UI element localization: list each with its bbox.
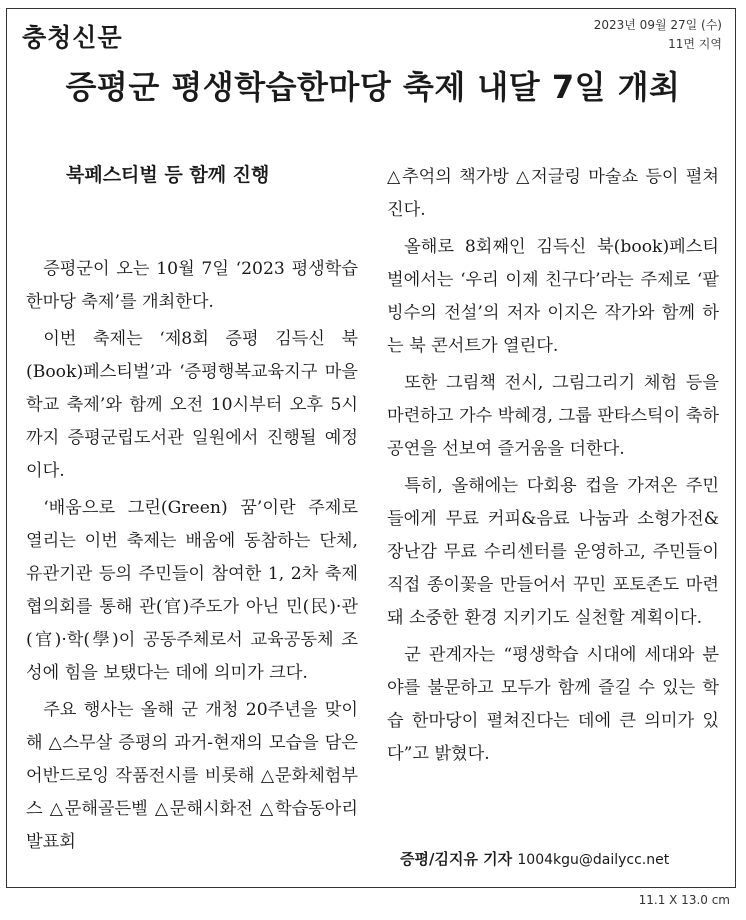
- paragraph: 특히, 올해에는 다회용 컵을 가져온 주민들에게 무료 커피&음료 나눔과 소형가전&장난감 무료 수리센터를 운영하고, 주민들이 직접 종이꽃을 만들어서 꾸민 포토존도 마련돼 소중한 환경 지키기도 실천할 계획이다.: [387, 476, 719, 628]
- article-column-left: [26, 253, 358, 863]
- page-section: 11면 지역: [668, 37, 722, 51]
- publication-date: 2023년 09월 27일 (수): [593, 18, 722, 32]
- reporter-email: 1004kgu@dailycc.net: [517, 852, 670, 868]
- reporter-name: 증평/김지유 기자: [400, 850, 513, 868]
- paragraph: 주요 행사는 올해 군 개청 20주년을 맞이해 △스무살 증평의 과거-현재의 모습을 담은 어반드로잉 작품전시를 비롯해 △문화체험부스 △문해골든벨 △문해시화전 △학습동아리 발표회: [26, 700, 358, 852]
- article-column-right: [387, 161, 719, 775]
- clip-size: 11.1 X 13.0 cm: [638, 893, 730, 907]
- newspaper-name: 충청신문: [22, 23, 123, 52]
- paragraph: 군 관계자는 “평생학습 시대에 세대와 분야를 불문하고 모두가 함께 즐길 수 있는 학습 한마당이 펼쳐진다는 데에 큰 의미가 있다”고 밝혔다.: [387, 645, 719, 764]
- paragraph: 이번 축제는 ‘제8회 증평 김득신 북(Book)페스티벌’과 ‘증평행복교육지구 마을학교 축제’와 함께 오전 10시부터 오후 5시까지 증평군립도서관 일원에서 진행될 예정이다.: [26, 329, 358, 481]
- paragraph: 증평군이 오는 10월 7일 ‘2023 평생학습한마당 축제’를 개최한다.: [26, 259, 358, 312]
- paragraph: 올해로 8회째인 김득신 북(book)페스티벌에서는 ‘우리 이제 친구다’라는 주제로 ‘팥빙수의 전설’의 저자 이지은 작가와 함께 하는 북 콘서트가 열린다.: [387, 237, 719, 356]
- paragraph: ‘배움으로 그린(Green) 꿈’이란 주제로 열리는 이번 축제는 배움에 동참하는 단체, 유관기관 등의 주민들이 참여한 1, 2차 축제협의회를 통해 관(官)주도가 아닌 민(民)·관(官)·학(學)이 공동주체로서 교육공동체 조성에 힘을 보탰다는 데에 의미가 크다.: [26, 498, 358, 683]
- headline: 증평군 평생학습한마당 축제 내달 7일 개최: [65, 68, 681, 106]
- subheadline: 북페스티벌 등 함께 진행: [66, 164, 270, 186]
- paragraph-continuation: △추억의 책가방 △저글링 마술쇼 등이 펼쳐진다.: [387, 167, 719, 220]
- paragraph: 또한 그림책 전시, 그림그리기 체험 등을 마련하고 가수 박혜경, 그룹 판타스틱이 축하 공연을 선보여 즐거움을 더한다.: [387, 373, 719, 459]
- byline: [400, 848, 669, 869]
